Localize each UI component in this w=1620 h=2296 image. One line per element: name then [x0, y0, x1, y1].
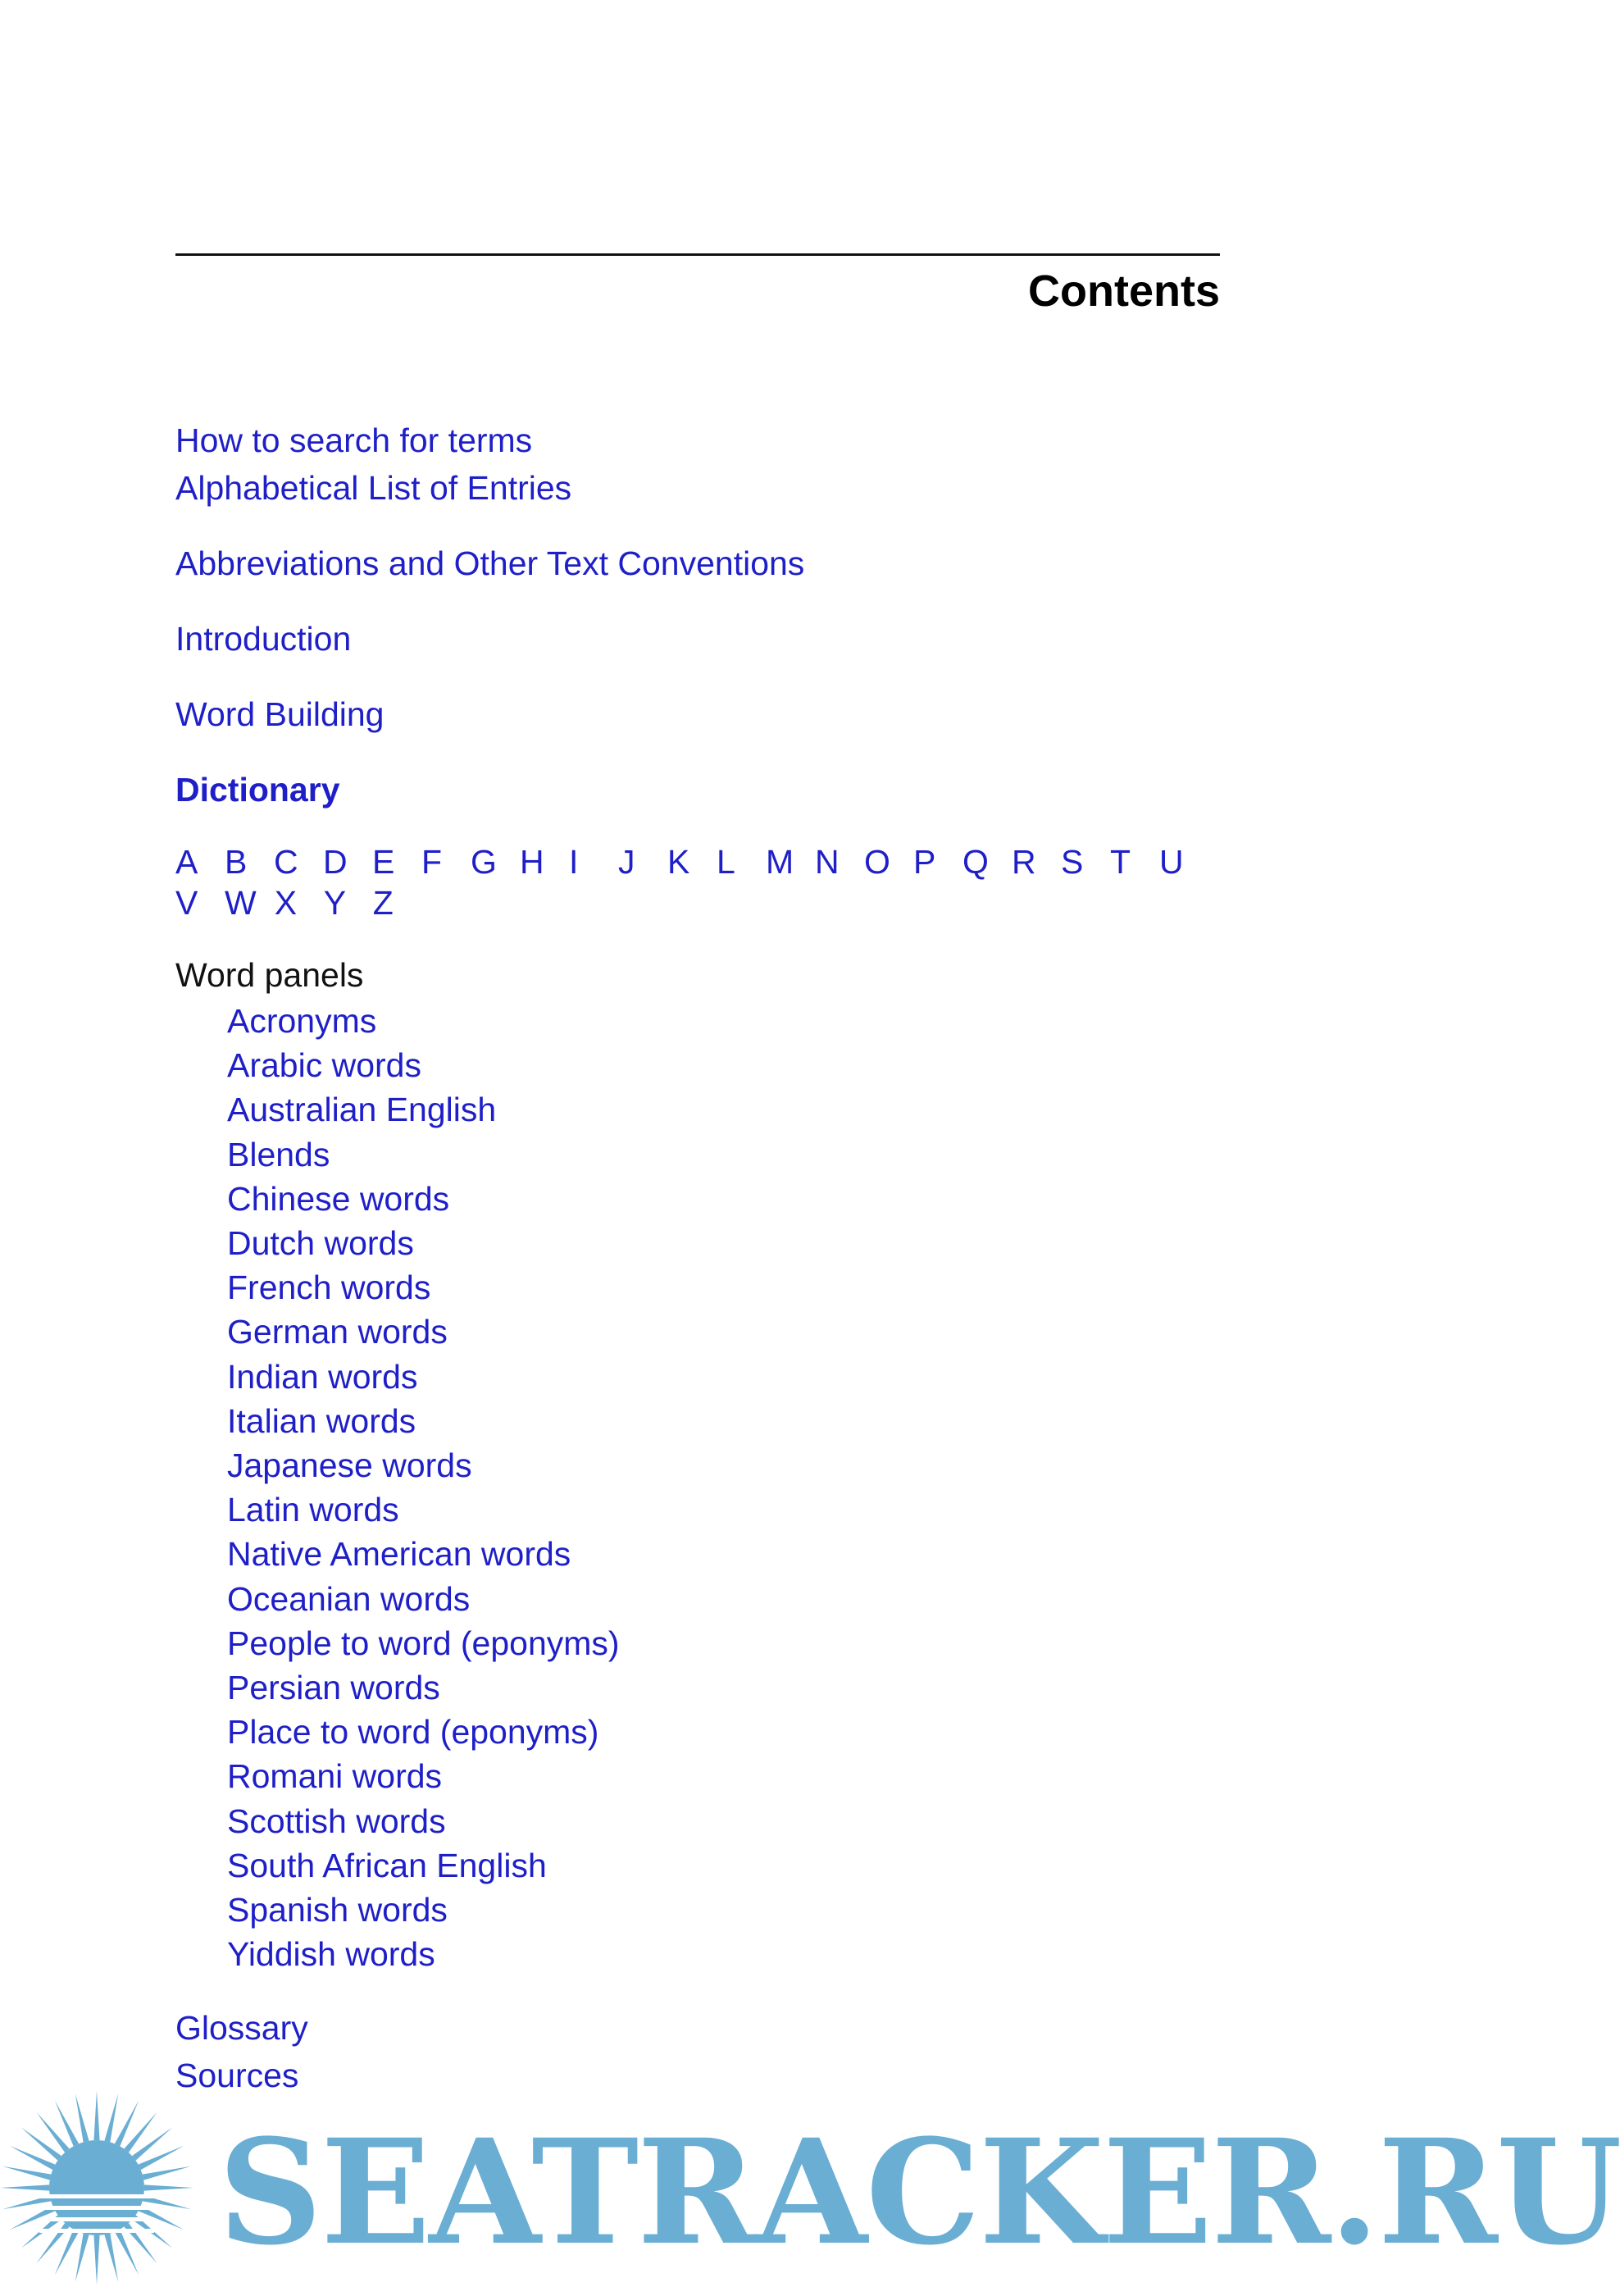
letter-link-g[interactable]: G: [471, 843, 497, 881]
word-panel-link[interactable]: German words: [227, 1313, 448, 1351]
letter-link-v[interactable]: V: [175, 884, 198, 922]
header-rule: [175, 253, 1220, 256]
word-panel-link[interactable]: South African English: [227, 1846, 547, 1884]
letter-link-t[interactable]: T: [1110, 843, 1131, 881]
letter-link-d[interactable]: D: [323, 843, 348, 881]
spacer: [175, 1976, 1225, 2004]
letter-index: [175, 841, 1233, 923]
letter-link-y[interactable]: Y: [323, 884, 347, 922]
toc-link-glossary[interactable]: Glossary: [175, 2009, 308, 2048]
word-panel-link[interactable]: Persian words: [227, 1669, 440, 1707]
letter-link-r[interactable]: R: [1012, 843, 1036, 881]
word-panel-link[interactable]: People to word (eponyms): [227, 1624, 620, 1662]
letter-link-q[interactable]: Q: [962, 843, 989, 881]
word-panel-link[interactable]: Spanish words: [227, 1891, 448, 1929]
toc-link-how-to-search[interactable]: How to search for terms: [175, 421, 533, 459]
word-panel-link[interactable]: Scottish words: [227, 1802, 446, 1840]
letter-link-c[interactable]: C: [274, 843, 298, 881]
spacer: [175, 512, 1225, 540]
letter-link-w[interactable]: W: [225, 884, 257, 922]
word-panels-label: Word panels: [175, 956, 364, 994]
letter-link-a[interactable]: A: [175, 843, 198, 881]
table-of-contents: [175, 417, 1225, 2099]
letter-link-u[interactable]: U: [1159, 843, 1184, 881]
letter-link-i[interactable]: I: [569, 843, 579, 881]
letter-link-o[interactable]: O: [864, 843, 890, 881]
spacer: [175, 813, 1225, 841]
toc-link-abbreviations[interactable]: Abbreviations and Other Text Conventions: [175, 544, 805, 582]
letter-link-e[interactable]: E: [372, 843, 395, 881]
letter-link-x[interactable]: X: [274, 884, 298, 922]
word-panel-link[interactable]: Indian words: [227, 1357, 418, 1396]
page-title: Contents: [1028, 266, 1220, 316]
watermark-text: SEATRACKER.RU: [218, 2107, 1620, 2277]
toc-link-introduction[interactable]: Introduction: [175, 620, 352, 658]
word-panel-link[interactable]: Blends: [227, 1135, 330, 1173]
word-panel-link[interactable]: Australian English: [227, 1091, 497, 1129]
spacer: [175, 663, 1225, 690]
letter-link-z[interactable]: Z: [372, 884, 394, 922]
word-panel-link[interactable]: Acronyms: [227, 1002, 377, 1040]
word-panel-link[interactable]: Italian words: [227, 1401, 416, 1440]
spacer: [175, 738, 1225, 766]
word-panel-link[interactable]: French words: [227, 1269, 431, 1307]
toc-link-sources[interactable]: Sources: [175, 2057, 299, 2095]
letter-link-f[interactable]: F: [421, 843, 443, 881]
toc-link-word-building[interactable]: Word Building: [175, 695, 385, 733]
spacer: [175, 923, 1225, 951]
word-panel-link[interactable]: Romani words: [227, 1757, 443, 1796]
word-panel-link[interactable]: Oceanian words: [227, 1579, 471, 1618]
letter-link-s[interactable]: S: [1061, 843, 1084, 881]
word-panel-link[interactable]: Japanese words: [227, 1446, 472, 1485]
word-panel-link[interactable]: Arabic words: [227, 1046, 421, 1085]
letter-link-h[interactable]: H: [520, 843, 544, 881]
letter-link-p[interactable]: P: [913, 843, 936, 881]
letter-link-b[interactable]: B: [225, 843, 248, 881]
word-panel-link[interactable]: Dutch words: [227, 1224, 414, 1263]
word-panel-link[interactable]: Place to word (eponyms): [227, 1713, 599, 1752]
word-panel-link[interactable]: Yiddish words: [227, 1935, 435, 1974]
word-panels-list: [175, 999, 1225, 1976]
word-panel-link[interactable]: Chinese words: [227, 1179, 450, 1218]
toc-link-alphabetical-list[interactable]: Alphabetical List of Entries: [175, 469, 572, 507]
letter-link-k[interactable]: K: [667, 843, 690, 881]
letter-link-j[interactable]: J: [618, 843, 635, 881]
spacer: [175, 587, 1225, 615]
word-panel-link[interactable]: Native American words: [227, 1535, 571, 1574]
letter-link-n[interactable]: N: [815, 843, 840, 881]
toc-link-dictionary[interactable]: Dictionary: [175, 771, 340, 809]
letter-link-l[interactable]: L: [717, 843, 735, 881]
letter-link-m[interactable]: M: [766, 843, 794, 881]
word-panel-link[interactable]: Latin words: [227, 1491, 399, 1529]
